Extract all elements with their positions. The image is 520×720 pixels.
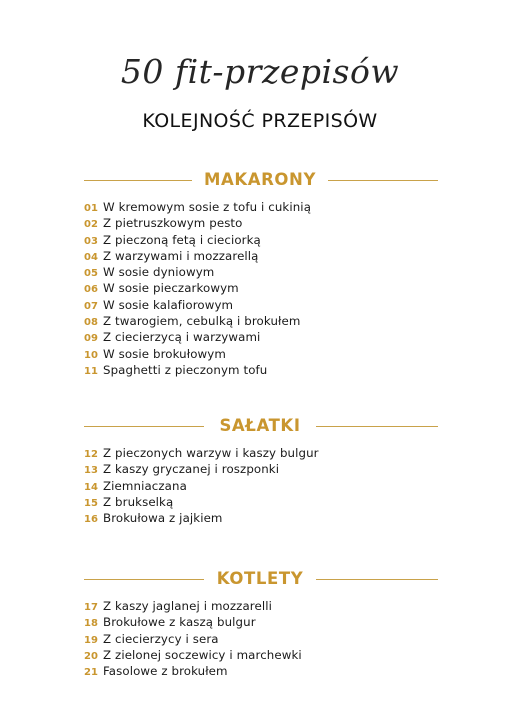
list-item [84,477,319,493]
item-text: Z twarogiem, cebulką i brokułem [103,314,301,329]
item-text: Ziemniaczana [103,478,187,493]
list-item [84,263,311,279]
recipe-list [84,444,319,525]
list-item [84,444,319,460]
item-number: 05 [84,268,98,280]
page-subtitle: KOLEJNOŚĆ PRZEPISÓW [142,110,378,132]
list-item [84,231,311,247]
item-number: 03 [84,235,98,247]
item-text: Z pieczonych warzyw i kaszy bulgur [103,446,319,460]
item-text: Z ciecierzycą i warzywami [103,330,261,345]
list-item [84,361,311,377]
item-number: 19 [84,634,98,646]
item-number: 07 [84,300,98,312]
item-number: 13 [84,465,98,477]
item-text: Z kaszy jaglanej i mozzarelli [103,599,272,613]
item-text: Z ciecierzycy i sera [103,631,219,646]
item-text: Spaghetti z pieczonym tofu [103,362,268,377]
list-item [84,312,311,328]
item-text: W kremowym sosie z tofu i cukinią [103,200,312,214]
item-number: 21 [84,667,98,679]
item-text: Z warzywami i mozzarellą [103,248,259,263]
divider-right [316,579,438,580]
list-item [84,630,302,646]
section-title: KOTLETY [216,569,304,588]
item-text: Z pietruszkowym pesto [103,216,243,231]
divider-right [328,180,438,181]
item-number: 17 [84,602,98,613]
section-header [0,414,520,438]
item-number: 14 [84,481,98,493]
list-item [84,279,311,295]
item-text: W sosie brokułowym [103,346,226,361]
section-title: MAKARONY [203,170,317,189]
item-text: W sosie pieczarkowym [103,281,239,296]
item-text: Z brukselką [103,494,174,509]
list-item [84,646,302,662]
item-text: Z kaszy gryczanej i roszponki [103,462,280,477]
item-number: 20 [84,650,98,662]
list-item [84,509,319,525]
list-item [84,214,311,230]
list-item [84,198,311,214]
item-number: 15 [84,497,98,509]
list-item [84,460,319,476]
divider-left [84,180,192,181]
section-header [0,567,520,591]
recipe-list [84,597,302,678]
divider-right [316,426,438,427]
item-text: W sosie dyniowym [103,265,215,280]
list-item [84,247,311,263]
item-text: Brokułowe z kaszą bulgur [103,615,256,630]
divider-left [84,426,204,427]
item-text: W sosie kalafiorowym [103,297,234,312]
divider-left [84,579,204,580]
list-item [84,345,311,361]
recipe-list [84,198,311,377]
item-number: 16 [84,514,98,526]
page-title: 50 fit-przepisów [120,52,400,91]
item-number: 10 [84,349,98,361]
item-number: 09 [84,333,98,345]
item-text: Fasolowe z brokułem [103,664,228,679]
list-item [84,597,302,613]
list-item [84,493,319,509]
item-number: 18 [84,618,98,630]
list-item [84,296,311,312]
item-number: 06 [84,284,98,296]
section-header [0,168,520,192]
item-number: 11 [84,365,98,377]
item-number: 01 [84,203,98,214]
item-number: 02 [84,219,98,231]
item-text: Z zielonej soczewicy i marchewki [103,647,302,662]
section-title: SAŁATKI [219,416,301,435]
list-item [84,613,302,629]
item-number: 08 [84,317,98,329]
list-item [84,328,311,344]
item-number: 12 [84,449,98,460]
list-item [84,662,302,678]
item-text: Brokułowa z jajkiem [103,511,223,526]
item-number: 04 [84,251,98,263]
item-text: Z pieczoną fetą i cieciorką [103,232,261,247]
